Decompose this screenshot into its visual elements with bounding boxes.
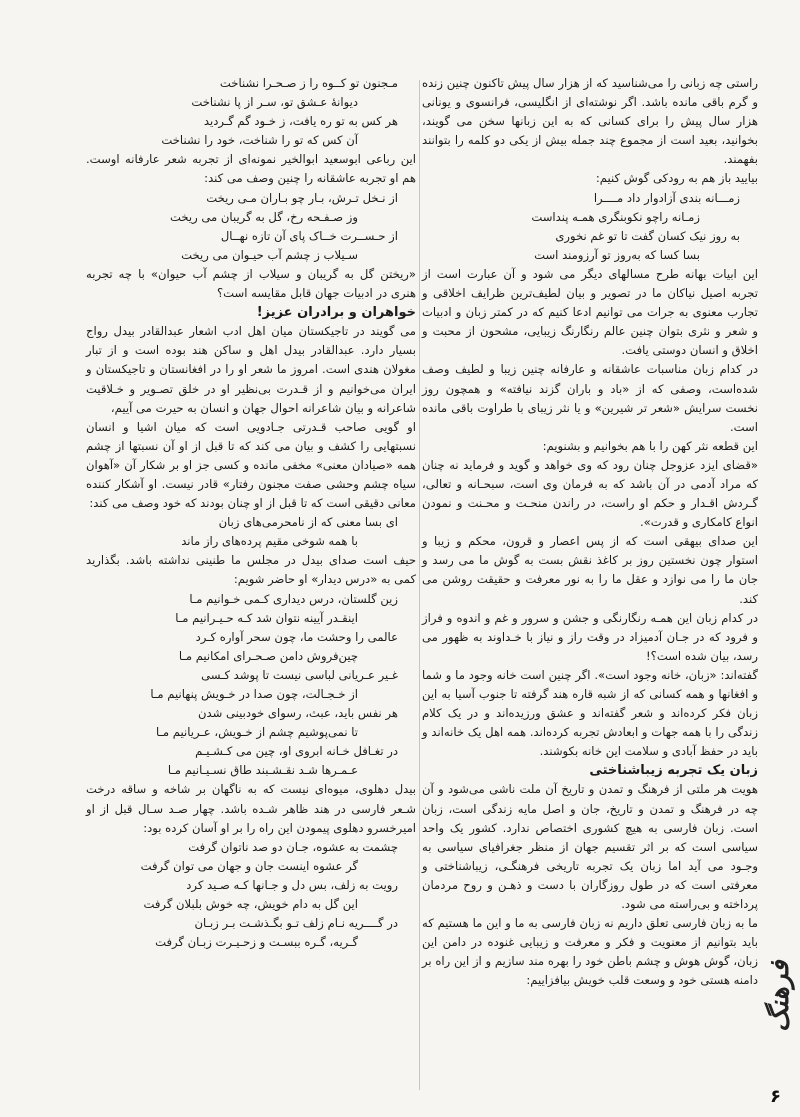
verse-line: هر نفس باید، عبث، رسوای خودبینی شدن (198, 706, 398, 721)
paragraph: می گویند در تاجیکستان میان اهل ادب اشعار عبدالقادر بیدل رواج بسیار دارد. عبدالقادر بیدل اهل و ساکن هند بوده است و از تبار مغولان هندی است. امروز ما شعر او را در افغانستان و تاجیکستان و ایران می‌خوانیم و از قـدرت بی‌نظیر او در خلق تصـویر و خـلاقیت شاعرانه و بیان شاعرانه احوال جهان و انسان به حیرت می آییم، (86, 324, 416, 415)
verse-line: زمـــانه بندی آزادوار داد مــــرا (593, 190, 740, 205)
paragraph: راستی چه زبانی را می‌شناسید که از هزار سال پیش تاکنون چنین زنده و گرم باقی مانده باشد. اگر نوشته‌ای از انگلیسی، فرانسوی و یونانی هزار سال پیش را برای کسانی که به این زبانها سخن می گویند، بخوانید، بعید است از مجموع چند جمله بیش از یکی دو کلمه را بتوانند بفهمند. (422, 76, 758, 167)
verse-line: این گل به دام خویش، چه خوش بلبلان گرفت (143, 897, 358, 912)
verse-line: عالمی را وحشت ما، چون سحر آواره کـرد (195, 629, 398, 644)
paragraph: «ریختن گل به گریبان و سیلاب از چشم آب حیوان» با چه تجربه هنری در ادبیات جهان قابل مقایسه است؟ (86, 266, 416, 301)
verse-line: هر کس به تو ره یافت، ز خـود گم گـردید (203, 114, 398, 129)
verse-line: وز صـفـحه رخ، گل به گریبان می ریخت (169, 209, 358, 224)
verse-line: تا نمی‌پوشیم چشم از خـویش، عـریانیم مـا (155, 725, 358, 740)
magazine-logo: فرهنگ (765, 960, 795, 1032)
paragraph: این رباعی ابوسعید ابوالخیر نمونه‌ای از تجربه شعر عارفانه اوست. هم او تجربه عاشقانه را چنین وصف می کند: (86, 152, 416, 186)
verse-line: مـجنون تو کــوه را ز صـحـرا نشناخت (219, 76, 398, 90)
paragraph: «قضای ایزد عزوجل چنان رود که وی خواهد و گوید و فرماید نه چنان که مراد آدمی در آن باشد که به فرمان وی است، سبحـانه و تعالی، گـردش اقـدار و حکم او راست، در راندن منحـت و محـنت و نمودن انواع کامکاری و قدرت». (422, 457, 758, 530)
verse-line: در گــــریه نـام زلف تـو بگـذشـت بـر زبـان (194, 916, 398, 931)
section-heading: خواهران و برادران عزیز! (256, 305, 416, 321)
verse-line: بسا کسا که به‌روز تو آرزومند است (534, 247, 700, 262)
right-text-column (422, 74, 758, 991)
paragraph: هویت هر ملتی از فرهنگ و تمدن و تاریخ آن ملت ناشی می‌شود و آن چه در فرهنگ و تمدن و تاریخ، جان و اصل مایه زندگی است، زبان است. زبان فارسی به هیچ کشوری اختصاص ندارد. کشور یک واحد سیاسی است که بر اثر تقسیم جهان از منظر جغرافیای سیاسی به وجـود می آید اما زبان یک تجربه تاریخی فرهنگـی، زیباشناختی و معرفتی است که در طول روزگاران با دست و ذهـن و روح مردمان پرداخته و بی‌راسته می شود. (422, 782, 758, 912)
verse-line: غـیر عـریانی لباسی نیست تا پوشد کـسی (201, 667, 398, 682)
paragraph: در کدام زبان این همـه رنگارنگی و جشن و سرور و غم و اندوه و فراز و فرود که در جـان آدمیزاد در وقت راز و نیاز با خـداوند به ظهور می رسد، بیان شده است؟! (422, 610, 758, 663)
verse-line: با همه شوخی مقیم پرده‌های راز ماند (181, 534, 358, 549)
paragraph: این قطعه نثر کهن را با هم بخوانیم و بشنویم: (542, 438, 758, 453)
paragraph: بیایید باز هم به رودکی گوش کنیم: (595, 171, 758, 186)
verse-line: ای بسا معنی که از نامحرمی‌های زبان (218, 515, 398, 530)
verse-line: به روز نیک کسان گفت تا تو غم نخوری (555, 228, 740, 243)
paragraph: این صدای بیهقی است که از پس اعصار و قرون، محکم و زیبا و استوار چون نخستین روز بر کاغذ نقش بست به گوش ما می رسد و جان ما را می نوازد و عقل ما را به نور معرفت و حقیقت روشن می کند. (422, 534, 758, 606)
section-heading: زبان یک تجربه زیباشناختی (589, 763, 758, 779)
verse-line: رویت به زلف، بس دل و جـانها کـه صـید کرد (186, 877, 398, 892)
verse-line: از خـجـالت، چون صدا در خـویش پنهانیم مـا (150, 687, 358, 701)
verse-line: چین‌فروش دامن صـحـرای امکانیم مـا (178, 648, 358, 663)
verse-line: دیوانهٔ عـشق تو، سـر از پا نشناخت (191, 95, 358, 110)
paragraph: ما به زبان فارسی تعلق داریم نه زبان فارسی به ما و این ما هستیم که باید بتوانیم از معنویت و فکر و معرفت و زیبایی غنوده در دامن این زبان، گوش هوش و چشم باطن خود را بهره مند سازیم و از این راه بر دامنه هستی خود و وسعت قلب خویش بیافزاییم: (422, 916, 758, 988)
paragraph: حیف است صدای بیدل در مجلس ما طنینی نداشته باشد. بگذارید کمی به «درس دیدار» او حاضر شویم: (86, 553, 416, 587)
left-text-column (86, 74, 416, 952)
verse-line: از حـســرت خــاک پای آن تازه نهــال (220, 228, 398, 243)
verse-line: در تغـافل خـانه ابروی او، چین می کـشـیـم (195, 744, 398, 759)
paragraph: بیدل دهلوی، میوه‌ای نیست که به ناگهان بر شاخه و ساقه درخت شـعر فارسی در هند ظاهر شـده باشد. چهار صـد سـال قبل از او امیرخسرو دهلوی پیمودن این راه را بر او آسان کرده بود: (86, 782, 416, 835)
verse-line: گر عشوه اینست جان و جهان می توان گرفت (140, 858, 358, 873)
verse-line: اینقـدر آیینه نتوان شد کـه حـیـرانیم مـا (175, 610, 358, 625)
verse-line: چشمت به عشوه، جـان دو صد ناتوان گرفت (188, 839, 398, 854)
verse-line: سـیلاب ز چشم آب حیـوان می ریخت (181, 247, 358, 262)
paragraph: این ابیات بهانه طرح مسالهای دیگر می شود و آن عبارت است از تجربه اصیل نیاکان ما در تصویر و بیان لطیف‌ترین ظرایف اخلاقی و تجارب معنوی به جرات می توانیم ادعا کنیم که در کمتر زبان و ادبیات و شعر و نثری بتوان چنین عالم رنگارنگ زیبایی، مشحون از محبت و اخلاق و انسان دوستی یافت. (422, 266, 758, 358)
verse-line: آن کس که تو را شناخت، خود را نشناخت (161, 133, 358, 148)
page-number: ۶ (770, 1086, 781, 1107)
verse-line: از نـخل تـرش، بـار چو بـاران مـی ریخت (206, 190, 398, 205)
verse-line: زمـانه راچو نکوبنگری همـه پنداست (531, 209, 700, 224)
paragraph: در کدام زبان مناسبات عاشقانه و عارفانه چنین زیبا و لطیف وصف شده‌است، وصفی که از «باد و باران گزند نیافته» و همچون روز نخست سرایش «شعر تر شیرین» و یا نثر زیبای با طراوت باقی مانده است. (422, 362, 758, 434)
paragraph: گفته‌اند: «زبان، خانه وجود است». اگر چنین است خانه وجود ما و شما و افغانها و همه کسانی که از شبه قاره هند گرفته تا جنوب آسیا به این زبان فکر کرده‌اند و شعر گفته‌اند و عشق ورزیده‌اند و در یک کلام زندگی را با همه جهات و ابعادش تجربه کرده‌اند. همه اهل یک خانه‌اند و باید در حفظ آبادی و سلامت این خانه بکوشند. (422, 667, 758, 759)
column-divider (419, 80, 420, 1090)
verse-line: زین گلستان، درس دیداری کـمی خـوانیم مـا (189, 591, 398, 606)
verse-line: گـریه، گـره ببسـت و زحـیـرت زبـان گرفت (155, 935, 358, 950)
verse-line: عـمـرها شـد نقـشـبند طاق نسـیـانیم مـا (167, 763, 358, 778)
paragraph: او گویی صاحب قـدرتی جـادویی است که میان اشیا و انسان نسبتهایی را کشف و بیان می کند که تا قبل از او آن نسبتها از چشم همه «صیادان معنی» مخفی مانده و کسی جز او بر شکار آن «آهوان سیاه چشم وحشی صفت مجنون رفتار» قادر نیست. او آشکار کننده معانی دقیقی است که تا قبل از او چنان بودند که خود وصف می کند: (86, 419, 416, 511)
